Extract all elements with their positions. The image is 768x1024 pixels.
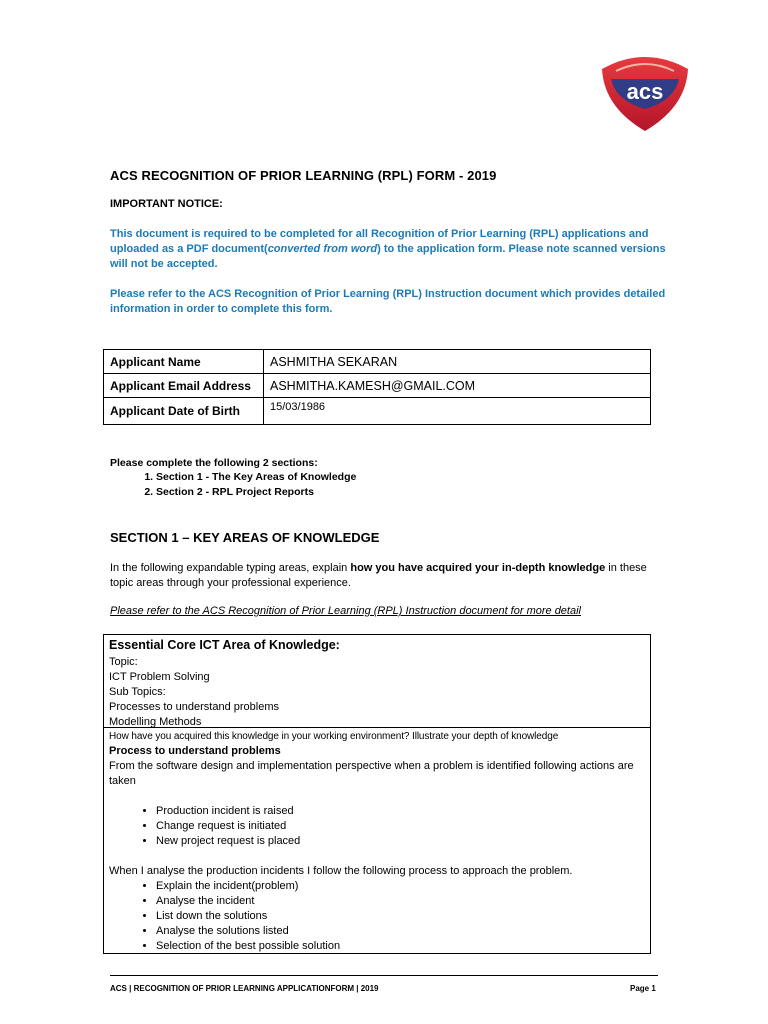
section-list-item: 2. Section 2 - RPL Project Reports bbox=[156, 485, 356, 500]
page-number: Page 1 bbox=[630, 984, 656, 993]
list-item: • Analyse the solutions listed bbox=[156, 924, 645, 939]
acs-logo bbox=[596, 49, 694, 132]
list-item: • List down the solutions bbox=[156, 909, 645, 924]
applicant-name-row bbox=[104, 350, 651, 374]
answer-intro: From the software design and implementation perspective when a problem is identified following actions are taken bbox=[109, 760, 634, 787]
logo-text: acs bbox=[626, 79, 664, 104]
notice-paragraph-1: This document is required to be completed for all Recognition of Prior Learning (RPL) applications and uploaded as a PDF document(converted from word) to the application form. Please note scanned versions will not be accepted. bbox=[110, 228, 666, 270]
applicant-dob-row bbox=[104, 398, 651, 425]
answer-subheading: Process to understand problems bbox=[109, 745, 281, 757]
topic-value: ICT Problem Solving bbox=[109, 671, 210, 683]
sections-intro: Please complete the following 2 sections: bbox=[110, 457, 318, 469]
footer-title: ACS | RECOGNITION OF PRIOR LEARNING APPLICATIONFORM | 2019 bbox=[110, 984, 379, 993]
subtopic-item: Processes to understand problems bbox=[109, 701, 279, 713]
applicant-dob-value[interactable]: 15/03/1986 bbox=[264, 398, 651, 425]
applicant-email-label: Applicant Email Address bbox=[104, 374, 264, 398]
answer-question: How have you acquired this knowledge in your working environment? Illustrate your depth of knowledge bbox=[109, 731, 559, 742]
footer-divider bbox=[110, 975, 658, 976]
list-item: • Production incident is raised bbox=[156, 804, 645, 819]
list-item: • New project request is placed bbox=[156, 834, 645, 849]
form-title: ACS RECOGNITION OF PRIOR LEARNING (RPL) FORM - 2019 bbox=[110, 168, 497, 183]
applicant-details-table bbox=[103, 349, 651, 425]
core-knowledge-heading: Essential Core ICT Area of Knowledge: bbox=[109, 638, 340, 652]
section-list-item: 1. Section 1 - The Key Areas of Knowledge bbox=[156, 470, 356, 485]
subtopic-item: Modelling Methods bbox=[109, 716, 202, 728]
list-item: • Selection of the best possible solution bbox=[156, 939, 645, 954]
important-notice-label: IMPORTANT NOTICE: bbox=[110, 198, 223, 210]
applicant-email-row bbox=[104, 374, 651, 398]
applicant-dob-label: Applicant Date of Birth bbox=[104, 398, 264, 425]
applicant-name-label: Applicant Name bbox=[104, 350, 264, 374]
subtopics-label: Sub Topics: bbox=[109, 686, 166, 698]
section1-paragraph: In the following expandable typing areas, explain how you have acquired your in-depth knowledge in these topic areas through your professional experience. bbox=[110, 562, 647, 589]
answer-typing-area[interactable] bbox=[103, 727, 651, 954]
instruction-reference-link[interactable]: Please refer to the ACS Recognition of Prior Learning (RPL) Instruction document for more detail bbox=[110, 605, 581, 617]
sections-list bbox=[110, 470, 356, 500]
answer-process-paragraph: When I analyse the production incidents I follow the following process to approach the problem. bbox=[109, 865, 573, 877]
list-item: • Analyse the incident bbox=[156, 894, 645, 909]
topic-label: Topic: bbox=[109, 656, 138, 668]
process-bullet-list bbox=[109, 879, 645, 954]
actions-bullet-list bbox=[109, 804, 645, 849]
list-item: • Change request is initiated bbox=[156, 819, 645, 834]
list-item: • Explain the incident(problem) bbox=[156, 879, 645, 894]
applicant-name-value[interactable]: ASHMITHA SEKARAN bbox=[264, 350, 651, 374]
section1-heading: SECTION 1 – KEY AREAS OF KNOWLEDGE bbox=[110, 530, 380, 545]
notice-paragraph-2: Please refer to the ACS Recognition of Prior Learning (RPL) Instruction document which provides detailed information in order to complete this form. bbox=[110, 288, 666, 315]
applicant-email-value[interactable]: ASHMITHA.KAMESH@GMAIL.COM bbox=[264, 374, 651, 398]
core-knowledge-box bbox=[103, 634, 651, 728]
